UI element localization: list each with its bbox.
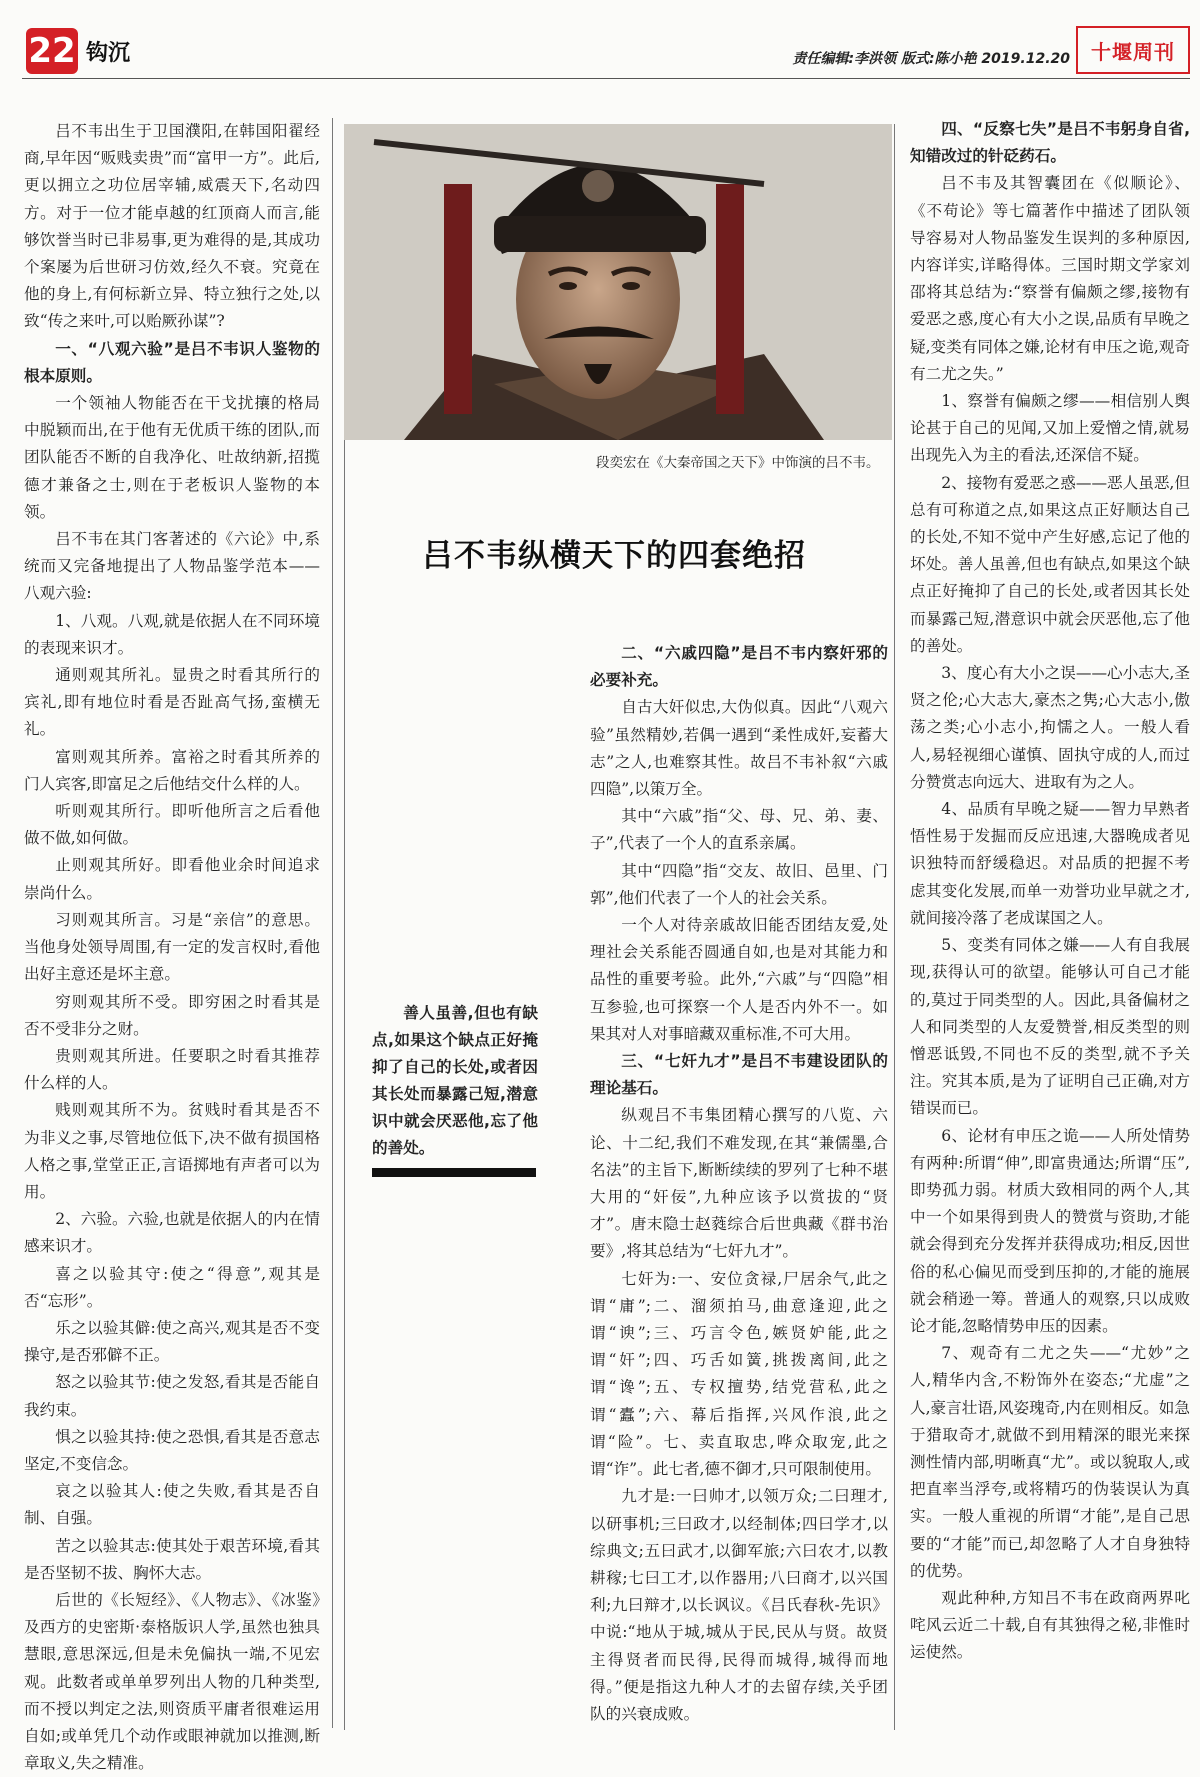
body-paragraph: 3、度心有大小之误——心小志大,圣贤之伦;心大志大,豪杰之隽;心大志小,傲荡之类;心小志小,拘懦之人。一般人看人,易轻视细心谨慎、固执守成的人,而过分赞赏志向远大、进取有为之人。 bbox=[910, 664, 1190, 791]
article-column-4 bbox=[910, 116, 1190, 1730]
photo-caption: 段奕宏在《大秦帝国之天下》中饰演的吕不韦。 bbox=[596, 455, 880, 471]
body-paragraph: 九才是:一曰帅才,以领万众;二曰理才,以研事机;三曰政才,以经制体;四曰学才,以综典文;五曰武才,以御军旅;六曰农才,以教耕稼;七曰工才,以作器用;八曰商才,以兴国利;九曰辩才,以长讽议。《吕氏春秋-先识》中说:“地从于城,城从于民,民从与贤。故贤主得贤者而民得,民得而城得,城得而地得。”便是指这九种人才的去留存续,关乎团队的兴衰成败。 bbox=[590, 1487, 888, 1723]
column-divider bbox=[894, 124, 895, 1730]
body-paragraph: 苦之以验其志:使其处于艰苦环境,看其是否坚韧不拔、胸怀大志。 bbox=[24, 1536, 320, 1582]
body-paragraph: 惧之以验其持:使之恐惧,看其是否意志坚定,不变信念。 bbox=[24, 1427, 320, 1473]
body-paragraph: 纵观吕不韦集团精心撰写的八览、六论、十二纪,我们不难发现,在其“兼儒墨,合名法”的主旨下,断断续续的罗列了七种不堪大用的“奸佞”,九种应该予以赏拔的“贤才”。唐末隐士赵蕤综合后世典藏《群书治要》,将其总结为“七奸九才”。 bbox=[590, 1106, 888, 1261]
column-divider bbox=[344, 440, 345, 1730]
body-paragraph: 自古大奸似忠,大伪似真。因此“八观六验”虽然精妙,若偶一遇到“柔性成奸,妄蓄大志”之人,也难察其性。故吕不韦补叙“六戚四隐”,以策万全。 bbox=[590, 698, 888, 799]
body-paragraph: 富则观其所养。富裕之时看其所养的门人宾客,即富足之后他结交什么样的人。 bbox=[24, 747, 320, 793]
section-heading: 三、“七奸九才”是吕不韦建设团队的理论基石。 bbox=[590, 1052, 888, 1098]
body-paragraph: 1、八观。八观,就是依据人在不同环境的表现来识才。 bbox=[24, 611, 320, 657]
body-paragraph: 喜之以验其守:使之“得意”,观其是否“忘形”。 bbox=[24, 1264, 320, 1310]
newspaper-masthead: 十堰周刊 bbox=[1076, 26, 1190, 74]
article-column-3 bbox=[590, 640, 888, 1730]
body-paragraph: 听则观其所行。即听他所言之后看他做不做,如何做。 bbox=[24, 802, 320, 848]
body-paragraph: 5、变类有同体之嫌——人有自我展现,获得认可的欲望。能够认可自己才能的,莫过于同类型的人。因此,具备偏材之人和同类型的人友爱赞誉,相反类型的则憎恶诋毁,不同也不反的类型,就不予关注。究其本质,是为了证明自己正确,对方错误而已。 bbox=[910, 936, 1190, 1118]
body-paragraph: 通则观其所礼。显贵之时看其所行的宾礼,即有地位时看是否趾高气扬,蛮横无礼。 bbox=[24, 666, 320, 739]
body-paragraph: 贱则观其所不为。贫贱时看其是否不为非义之事,尽管地位低下,决不做有损国格人格之事,堂堂正正,言语掷地有声者可以为用。 bbox=[24, 1101, 320, 1201]
portrait-photo bbox=[344, 124, 892, 440]
body-paragraph: 观此种种,方知吕不韦在政商两界叱咤风云近二十载,自有其独得之秘,非惟时运使然。 bbox=[910, 1588, 1190, 1662]
pull-quote: 善人虽善,但也有缺点,如果这个缺点正好掩抑了自己的长处,或者因其长处而暴露己短,潜意识中就会厌恶他,忘了他的善处。 bbox=[372, 1004, 538, 1157]
body-paragraph: 7、观奇有二尤之失——“尤妙”之人,精华内含,不粉饰外在姿态;“尤虚”之人,豪言壮语,风姿瑰奇,内在则相反。如急于猎取奇才,就做不到用精深的眼光来探测性情内部,明晰真“尤”。或以貌取人,或把直率当浮夸,或将精巧的伪装误认为真实。一般人重视的所谓“才能”,是自己思要的“才能”而已,却忽略了人才自身独特的优势。 bbox=[910, 1344, 1190, 1580]
page-number: 22 bbox=[26, 28, 78, 74]
body-paragraph: 其中“四隐”指“交友、故旧、邑里、门郭”,他们代表了一个人的社会关系。 bbox=[590, 861, 888, 907]
body-paragraph: 4、品质有早晚之疑——智力早熟者悟性易于发掘而反应迅速,大器晚成者见识独特而舒缓稳迟。对品质的把握不考虑其变化发展,而单一劝誉功业早就之才,就间接冷落了老成谋国之人。 bbox=[910, 800, 1190, 927]
body-paragraph: 乐之以验其僻:使之高兴,观其是否不变操守,是否邪僻不正。 bbox=[24, 1318, 320, 1365]
body-paragraph: 吕不韦及其智囊团在《似顺论》、《不苟论》等七篇著作中描述了团队领导容易对人物品鉴发生误判的多种原因,内容详实,详略得体。三国时期文学家刘邵将其总结为:“察誉有偏颇之缪,接物有爱恶之惑,度心有大小之误,品质有早晚之疑,变类有同体之嫌,论材有申压之诡,观奇有二尤之失。” bbox=[910, 174, 1190, 383]
editor-credits: 责任编辑:李洪领 版式:陈小艳 2019.12.20 bbox=[792, 51, 1070, 67]
body-paragraph: 怒之以验其节:使之发怒,看其是否能自我约束。 bbox=[24, 1373, 320, 1419]
body-paragraph: 一个领袖人物能否在干戈扰攘的格局中脱颖而出,在于他有无优质干练的团队,而团队能否不断的自我净化、吐故纳新,招揽德才兼备之士,则在于老板识人鉴物的本领。 bbox=[24, 394, 320, 521]
body-paragraph: 哀之以验其人:使之失败,看其是否自制、自强。 bbox=[24, 1482, 320, 1528]
body-paragraph: 2、接物有爱恶之惑——恶人虽恶,但总有可称道之点,如果这点正好顺达自己的长处,不知不觉中产生好感,忘记了他的坏处。善人虽善,但也有缺点,如果这个缺点正好掩抑了自己的长处,或者因其长处而暴露己短,潜意识中就会厌恶他,忘了他的善处。 bbox=[910, 473, 1190, 655]
body-paragraph: 2、六验。六验,也就是依据人的内在情感来识才。 bbox=[24, 1210, 320, 1256]
body-paragraph: 贵则观其所进。任要职之时看其推荐什么样的人。 bbox=[24, 1046, 320, 1093]
column-divider bbox=[332, 118, 333, 1728]
body-paragraph: 一个人对待亲戚故旧能否团结友爱,处理社会关系能否圆通自如,也是对其能力和品性的重要考验。此外,“六戚”与“四隐”相互参验,也可探察一个人是否内外不一。如果其对人对事暗藏双重标准,不可大用。 bbox=[590, 916, 888, 1043]
section-name: 钩沉 bbox=[86, 41, 131, 66]
page-header bbox=[0, 0, 1200, 82]
body-paragraph: 6、论材有申压之诡——人所处情势有两种:所谓“伸”,即富贵通达;所谓“压”,即势孤力弱。材质大致相同的两个人,其中一个如果得到贵人的赞赏与资助,才能就会得到充分发挥并获得成功;相反,因世俗的私心偏见而受到压抑的,才能的施展就会稍逊一筹。普通人的观察,只以成败论才能,忽略情势申压的因素。 bbox=[910, 1126, 1190, 1335]
body-paragraph: 1、察誉有偏颇之缪——相信别人舆论甚于自己的见闻,又加上爱憎之情,就易出现先入为主的看法,还深信不疑。 bbox=[910, 392, 1190, 465]
body-paragraph: 吕不韦出生于卫国濮阳,在韩国阳翟经商,早年因“贩贱卖贵”而“富甲一方”。此后,更以拥立之功位居宰辅,威震天下,名动四方。对于一位才能卓越的红顶商人而言,能够饮誉当时已非易事,更为难得的是,其成功个案屡为后世研习仿效,经久不衰。究竟在他的身上,有何标新立异、特立独行之处,以致“传之来叶,可以贻厥孙谋”? bbox=[24, 122, 320, 331]
article-column-1 bbox=[24, 118, 320, 1773]
body-paragraph: 其中“六戚”指“父、母、兄、弟、妻、子”,代表了一个人的直系亲属。 bbox=[590, 807, 888, 853]
section-heading: 一、“八观六验”是吕不韦识人鉴物的根本原则。 bbox=[24, 339, 320, 385]
section-heading: 四、“反察七失”是吕不韦躬身自省,知错改过的针砭药石。 bbox=[910, 120, 1190, 166]
body-paragraph: 七奸为:一、安位贪禄,尸居余气,此之谓“庸”;二、溜须拍马,曲意逢迎,此之谓“谀”;三、巧言令色,嫉贤妒能,此之谓“奸”;四、巧舌如簧,挑拨离间,此之谓“谗”;五、专权擅势,结党营私,此之谓“蠹”;六、幕后指挥,兴风作浪,此之谓“险”。七、卖直取忠,哗众取宠,此之谓“诈”。此七者,德不御才,只可限制使用。 bbox=[590, 1269, 888, 1479]
header-divider bbox=[22, 78, 1190, 79]
body-paragraph: 后世的《长短经》、《人物志》、《冰鉴》及西方的史密斯·泰格版识人学,虽然也独具慧眼,意思深远,但是未免偏执一端,不见宏观。此数者或单单罗列出人物的几种类型,而不授以判定之法,则资质平庸者很难运用自如;或单凭几个动作或眼神就加以推测,断章取义,失之精准。 bbox=[24, 1590, 320, 1773]
article-title: 吕不韦纵横天下的四套绝招 bbox=[422, 538, 806, 574]
body-paragraph: 止则观其所好。即看他业余时间追求崇尚什么。 bbox=[24, 856, 320, 902]
pull-quote-bar bbox=[372, 1168, 536, 1177]
body-paragraph: 穷则观其所不受。即穷困之时看其是否不受非分之财。 bbox=[24, 992, 320, 1038]
section-heading: 二、“六戚四隐”是吕不韦内察奸邪的必要补充。 bbox=[590, 644, 888, 690]
body-paragraph: 习则观其所言。习是“亲信”的意思。当他身处领导周围,有一定的发言权时,看他出好主意还是坏主意。 bbox=[24, 910, 320, 984]
body-paragraph: 吕不韦在其门客著述的《六论》中,系统而又完备地提出了人物品鉴学范本——八观六验: bbox=[24, 530, 320, 603]
